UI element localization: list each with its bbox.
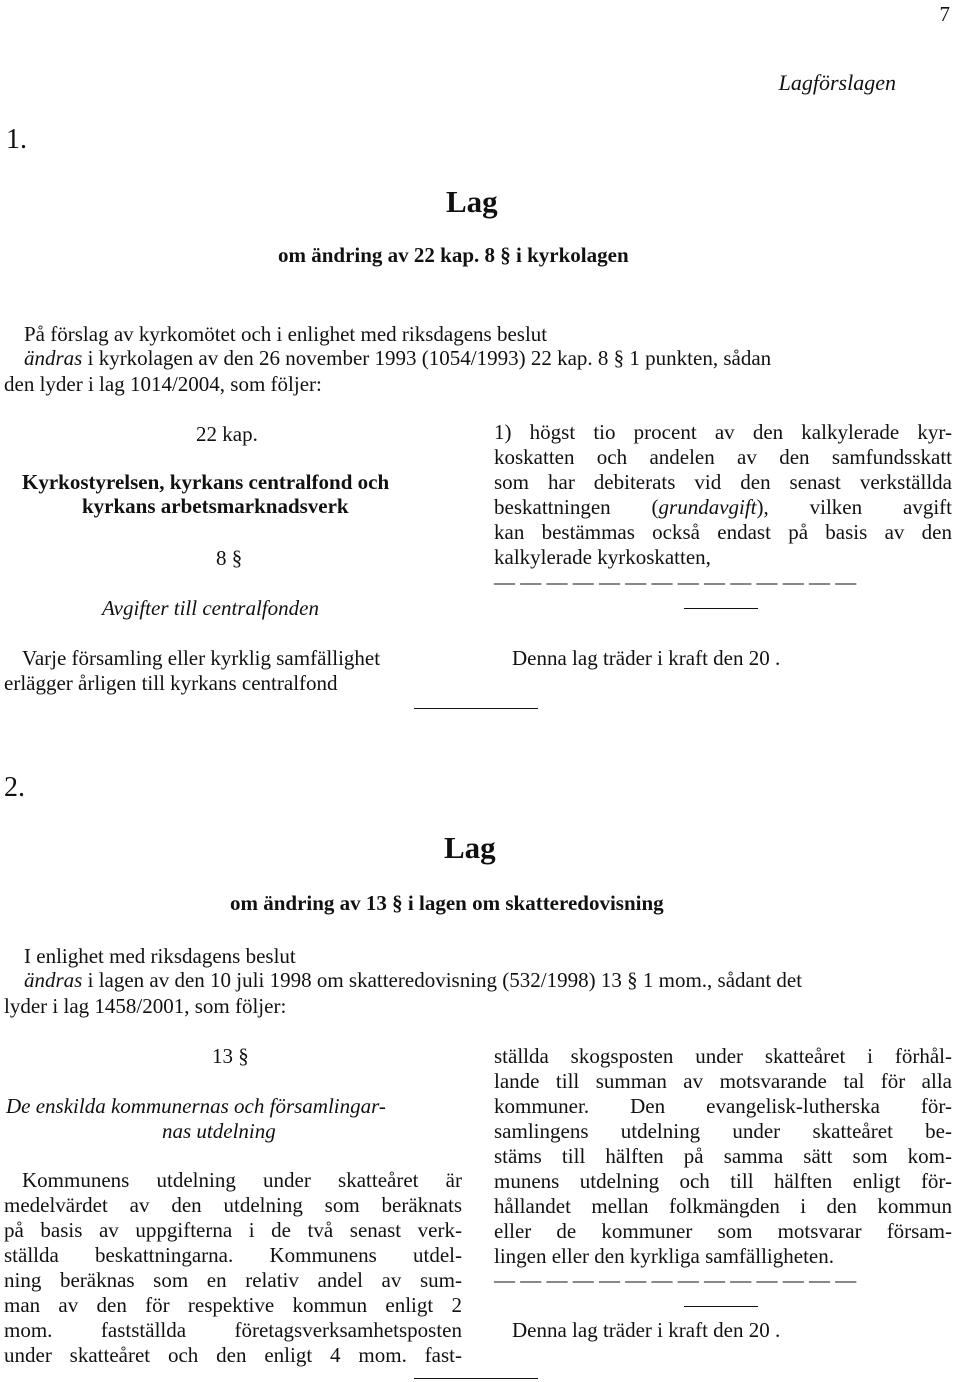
rule-short-1 [684,608,758,609]
body-2-right-line: lande till summan av motsvarande tal för alla [494,1069,952,1093]
body-2-left-line: ställda beskattningarna. Kommunens utdel- [4,1243,462,1267]
body-2-right-line: kommuner. Den evangelisk-lutherska för- [494,1094,952,1118]
item-1-line: som har debiterats vid den senast verkställda [494,470,952,494]
item-1-line4-start: beskattningen ( [494,495,659,519]
law-subtitle-1: om ändring av 22 kap. 8 § i kyrkolagen [278,243,629,267]
intro-1-italic: ändras [24,346,83,370]
omission-dashes-1: — — — — — — — — — — — — — — [494,570,857,594]
chapter-label: 22 kap. [196,422,258,446]
body-2-left [4,1168,462,1368]
law-title-2: Lag [444,830,496,865]
section-number-2: 2. [4,772,25,803]
intro-2-line2 [24,968,802,993]
intro-2-line1: I enlighet med riksdagens beslut [24,944,296,968]
chapter-heading-line2: kyrkans arbetsmarknadsverk [82,494,349,518]
rule-short-2 [684,1306,758,1307]
item-1-line-mixed [494,495,952,520]
body-2-left-line: Kommunens utdelning under skatteåret är [22,1168,462,1192]
rule-end-2 [414,1378,538,1379]
intro-2-italic: ändras [24,968,83,992]
paragraph-heading-1: Avgifter till centralfonden [102,596,319,620]
running-header: Lagförslagen [778,70,896,95]
paragraph-heading-2-line2: nas utdelning [162,1119,276,1143]
body-2-right-line: samlingens utdelning under skatteåret be- [494,1119,952,1143]
omission-dashes-2: — — — — — — — — — — — — — — [494,1268,857,1292]
body-1-line1: Varje församling eller kyrklig samfällighet [22,646,381,670]
body-2-left-line: medelvärdet av den utdelning som beräknats [4,1193,462,1217]
paragraph-heading-2-line1: De enskilda kommunernas och församlingar- [6,1094,386,1118]
body-2-left-line: man av den för respektive kommun enligt 2 [4,1293,462,1317]
body-2-right-line: eller de kommuner som motsvarar försam- [494,1219,952,1243]
body-1-line2: erlägger årligen till kyrkans centralfond [4,671,338,695]
paragraph-label-1: 8 § [216,546,243,570]
law-title-1: Lag [446,184,498,219]
item-1-line: kalkylerade kyrkoskatten, [494,545,711,569]
paragraph-label-2: 13 § [212,1044,249,1068]
body-2-left-line: under skatteåret och den enligt 4 mom. fast- [4,1343,462,1367]
law-subtitle-2: om ändring av 13 § i lagen om skatteredovisning [230,891,664,915]
item-1-line4-rest: ), vilken avgift [756,495,952,519]
body-2-right-line: munens utdelning och till hälften enligt för- [494,1169,952,1193]
chapter-heading-line1: Kyrkostyrelsen, kyrkans centralfond och [22,470,390,494]
page-number: 7 [939,2,950,26]
body-2-right-line: hållandet mellan folkmängden i den kommun [494,1194,952,1218]
rule-end-1 [414,708,538,709]
item-1-line: kan bestämmas också endast på basis av den [494,520,952,544]
body-2-right-line: ställda skogsposten under skatteåret i förhål- [494,1044,952,1068]
body-2-right-line: stäms till hälften på samma sätt som kom- [494,1144,952,1168]
item-1-italic: grundavgift [658,495,757,519]
item-1-text [494,420,952,570]
entry-into-force-2: Denna lag träder i kraft den 20 . [512,1318,781,1342]
intro-2-line2-rest: i lagen av den 10 juli 1998 om skatteredovisning (532/1998) 13 § 1 mom., sådant det [82,968,803,992]
item-1-line: 1) högst tio procent av den kalkylerade kyr- [494,420,952,444]
intro-1-line2-rest: i kyrkolagen av den 26 november 1993 (1054/1993) 22 kap. 8 § 1 punkten, sådan [82,346,772,370]
intro-2-line3: lyder i lag 1458/2001, som följer: [4,994,287,1018]
intro-1-line1: På förslag av kyrkomötet och i enlighet med riksdagens beslut [24,322,548,346]
item-1-line: koskatten och andelen av den samfundsskatt [494,445,952,469]
intro-1-line3: den lyder i lag 1014/2004, som följer: [4,372,322,396]
section-number-1: 1. [6,124,27,155]
body-2-left-line: ning beräknas som en relativ andel av sum- [4,1268,462,1292]
body-2-left-line: mom. fastställda företagsverksamhetsposten [4,1318,462,1342]
body-2-right-line: lingen eller den kyrkliga samfälligheten. [494,1244,834,1268]
body-2-left-line: på basis av uppgifterna i de två senast verk- [4,1218,462,1242]
intro-1-line2 [24,346,771,371]
body-2-right [494,1044,952,1269]
entry-into-force-1: Denna lag träder i kraft den 20 . [512,646,781,670]
